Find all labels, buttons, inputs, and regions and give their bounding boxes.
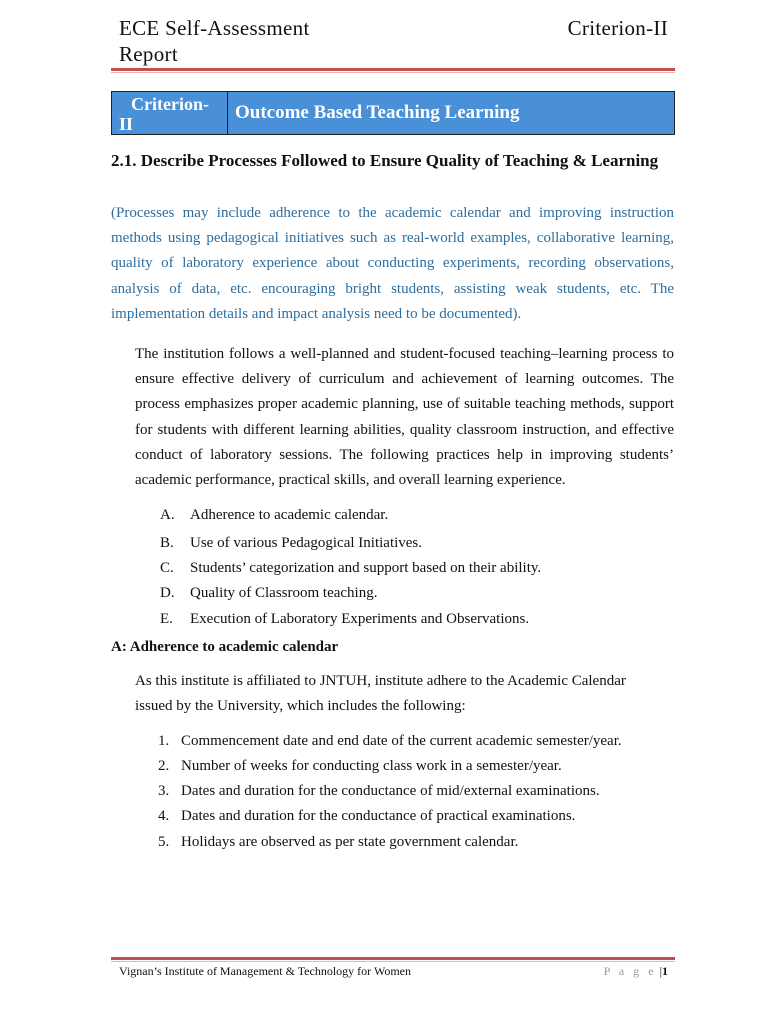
list-marker: C. [160,560,174,576]
header-title-line1: ECE Self-Assessment [119,16,310,40]
list-item-text: Quality of Classroom teaching. [190,585,378,601]
guidance-paragraph: (Processes may include adherence to the academic calendar and improving instruction methods using pedagogical initiatives such as real-world examples, collaborative learning, quality of laboratory experience about conducting experiments, recording observations, analysis of data, etc. encouraging bright students, assisting weak students, etc. The implementation details and impact analysis need to be documented). [111,205,674,322]
page-number: 1 [662,964,668,978]
list-marker: 5. [158,834,170,850]
header-title-line2: Report [119,42,178,66]
criterion-banner [111,91,675,135]
list-item-text: Dates and duration for the conductance of mid/external examinations. [181,783,600,799]
list-item-text: Adherence to academic calendar. [190,507,389,523]
subsection-intro: As this institute is affiliated to JNTUH, institute adhere to the Academic Calendar issued by the University, which includes the following: [135,673,626,714]
list-marker: B. [160,535,174,551]
list-item-text: Execution of Laboratory Experiments and Observations. [190,611,530,627]
page-label: P a g e [603,964,657,978]
list-item [158,781,600,801]
page-separator: | [659,964,662,978]
list-marker: 3. [158,783,170,799]
list-item-text: Use of various Pedagogical Initiatives. [190,535,423,551]
criterion-label [112,92,228,134]
footer-institution: Vignan’s Institute of Management & Technology for Women [119,964,411,978]
list-item [160,583,377,603]
section-heading: 2.1. Describe Processes Followed to Ensure Quality of Teaching & Learning [111,151,659,170]
intro-paragraph: The institution follows a well-planned and student-focused teaching–learning process to ensure effective delivery of curriculum and achievement of learning outcomes. The process emphasizes proper academic planning, use of suitable teaching methods, support for students with different learning abilities, quality classroom instruction, and effective conduct of laboratory sessions. The following practices help in improving students’ academic performance, practical skills, and overall learning experience. [135,346,674,489]
list-item [158,756,562,776]
list-marker: D. [160,585,175,601]
list-marker: A. [160,507,175,523]
list-item-text: Commencement date and end date of the current academic semester/year. [181,733,622,749]
footer-rule [111,957,675,960]
list-marker: 4. [158,808,170,824]
list-item [160,505,388,525]
page-number-block [560,963,668,979]
list-marker: 1. [158,733,170,749]
list-item [160,558,541,578]
list-item [160,609,529,629]
list-marker: 2. [158,758,170,774]
header-rule [111,68,675,71]
header-title [119,15,449,67]
criterion-label-line1: Criterion- [131,94,209,114]
criterion-title: Outcome Based Teaching Learning [235,102,520,123]
header-rule-thin [111,72,675,73]
footer-rule-thin [111,961,675,962]
list-item [158,806,575,826]
list-item-text: Number of weeks for conducting class work in a semester/year. [181,758,562,774]
list-item-text: Dates and duration for the conductance of practical examinations. [181,808,576,824]
list-item [158,731,622,751]
list-item [158,832,518,852]
list-item-text: Holidays are observed as per state government calendar. [181,834,519,850]
header-criterion: Criterion-II [567,16,668,40]
criterion-label-line2: II [119,114,134,134]
subsection-heading: A: Adherence to academic calendar [111,639,339,655]
list-item-text: Students’ categorization and support based on their ability. [190,560,542,576]
list-item [160,533,422,553]
list-marker: E. [160,611,173,627]
